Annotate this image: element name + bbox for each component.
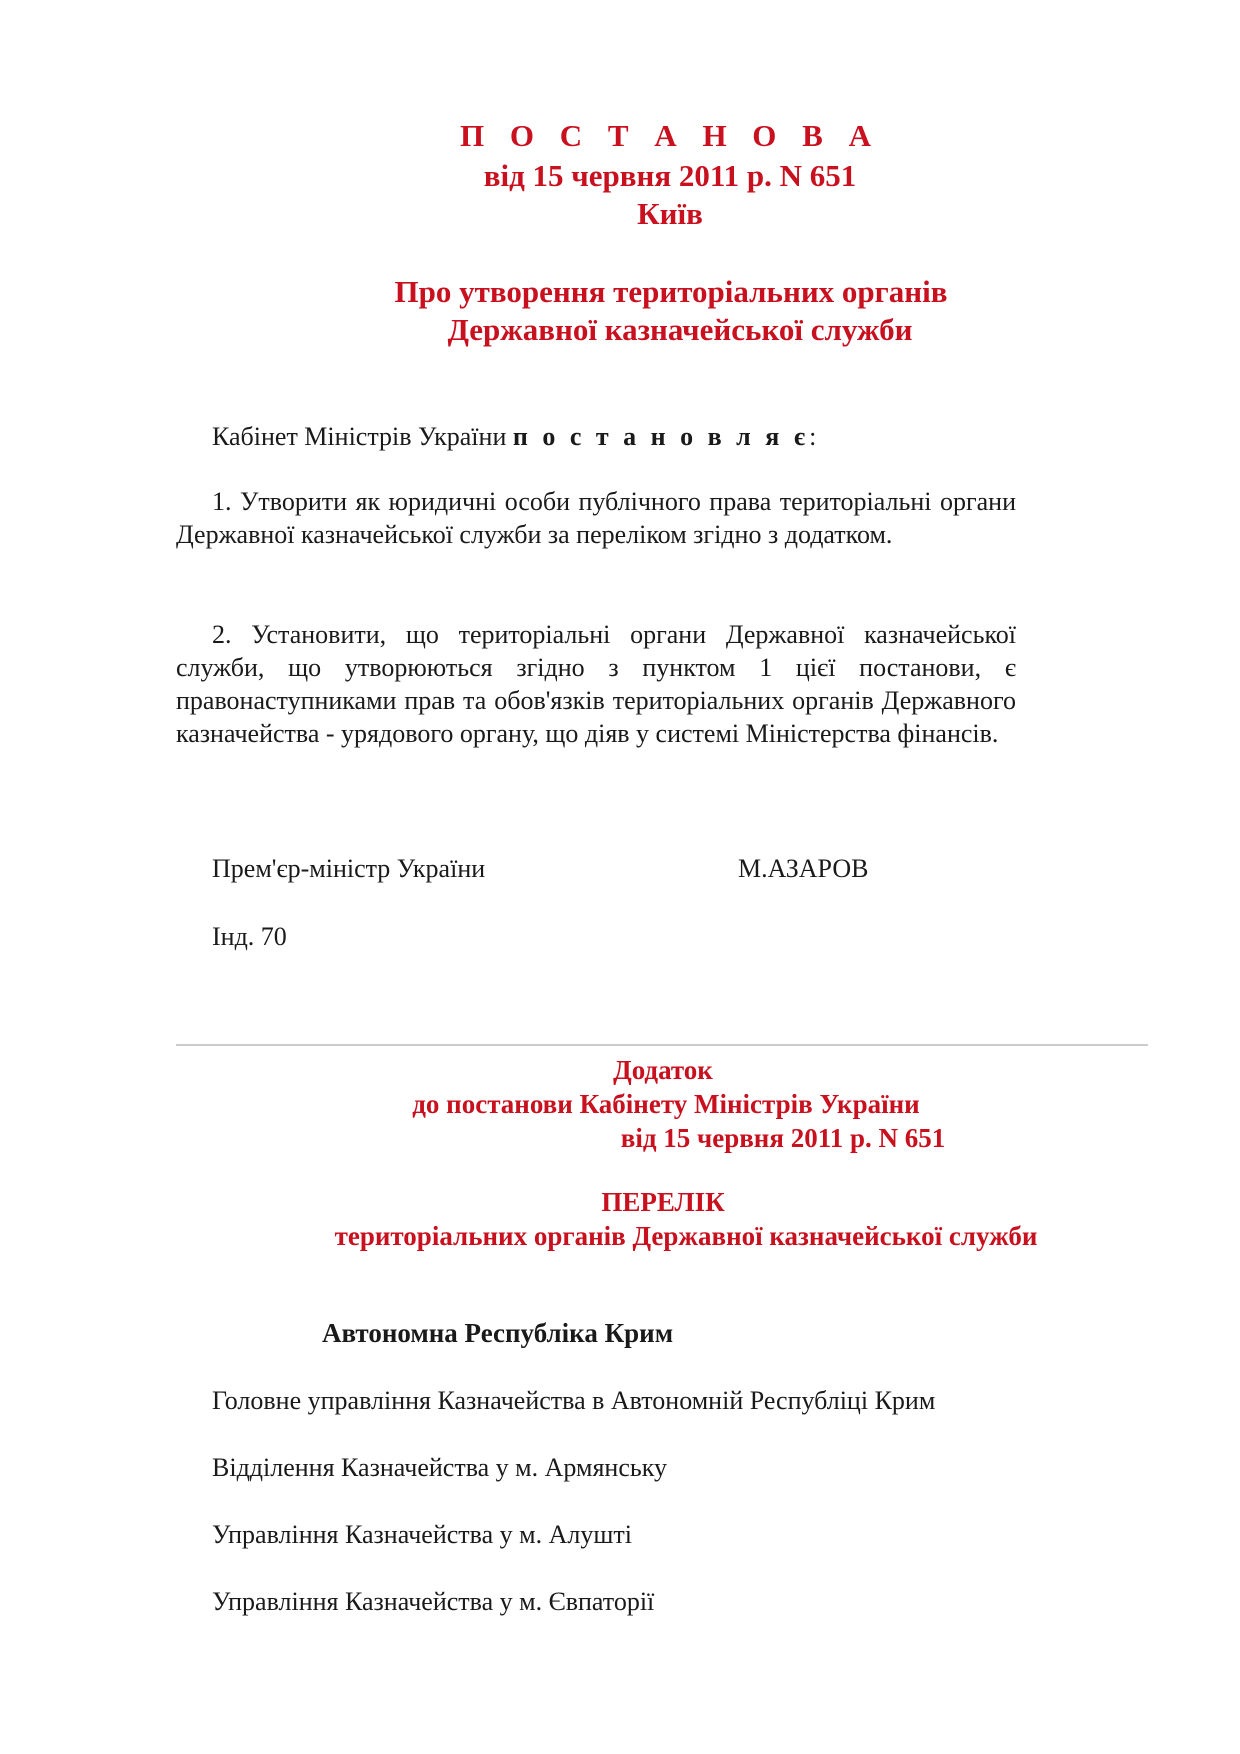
- section-divider: [176, 1044, 1148, 1046]
- list-title: ПЕРЕЛІК: [601, 1187, 725, 1217]
- list-item: Управління Казначейства у м. Алушті: [212, 1520, 632, 1549]
- list-subtitle: територіальних органів Державної казначейської служби: [334, 1221, 1038, 1251]
- cabinet-prefix: Кабінет Міністрів України: [212, 422, 513, 451]
- region-heading: Автономна Республіка Крим: [322, 1318, 674, 1348]
- signatory-position: Прем'єр-міністр України: [212, 854, 486, 883]
- appendix-title: Додаток: [613, 1055, 713, 1085]
- paragraph-2: 2. Установити, що територіальні органи Державної казначейської служби, що утворюються згідно з пунктом 1 цієї постанови, є правонаступниками прав та обов'язків територіальних органів Державного казначейства - урядового органу, що діяв у системі Міністерства фінансів.: [176, 620, 1016, 748]
- decree-date-number: від 15 червня 2011 р. N 651: [483, 158, 857, 193]
- signatory-name: М.АЗАРОВ: [738, 854, 869, 883]
- decree-subject-line-2: Державної казначейської служби: [447, 312, 913, 347]
- cabinet-decree-word: п о с т а н о в л я є: [512, 422, 810, 451]
- decree-subject-line-1: Про утворення територіальних органів: [394, 274, 948, 309]
- cabinet-suffix: :: [809, 422, 817, 451]
- document-type-title: П О С Т А Н О В А: [460, 118, 880, 153]
- document-index: Інд. 70: [212, 922, 287, 951]
- list-item: Відділення Казначейства у м. Армянську: [212, 1453, 667, 1482]
- appendix-date-number: від 15 червня 2011 р. N 651: [620, 1123, 946, 1153]
- cabinet-decree-line: [212, 420, 816, 454]
- list-item: Управління Казначейства у м. Євпаторії: [212, 1587, 655, 1616]
- list-item: Головне управління Казначейства в Автономній Республіці Крим: [212, 1386, 936, 1415]
- appendix-subtitle: до постанови Кабінету Міністрів України: [412, 1089, 920, 1119]
- decree-city: Київ: [637, 196, 703, 231]
- paragraph-1: 1. Утворити як юридичні особи публічного права територіальні органи Державної казначейської служби за переліком згідно з додатком.: [176, 487, 1016, 549]
